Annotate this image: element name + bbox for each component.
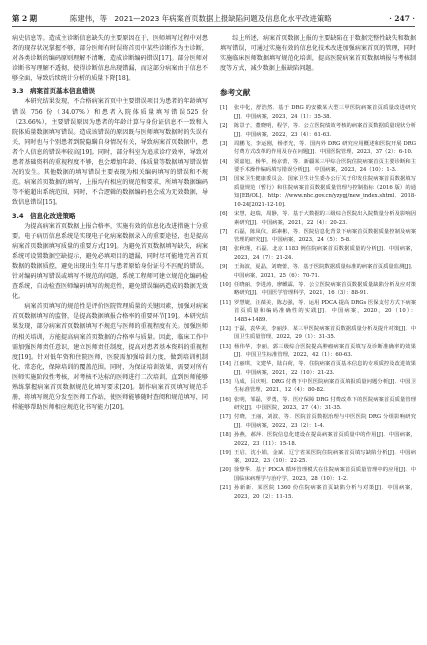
reference-list	[220, 104, 416, 501]
reference-text: 陈景子，董晓明，程学，等．公立医院绩效考核的病案首页数据质量现状分析[J]．中国病案，2022，23（4）：61-63.	[234, 123, 416, 138]
reference-text: 国家卫生健康委员会．国家卫生计生委办公厅关于印发住院病案首页数据填写质量规范（暂行）和住院病案首页数据质量管理与控制指标（2016 版）的通知[EB/OL]．http：//www.nhc.gov.cn/yzygj/new_index.shtml．2018-10-24[2021-12-10].	[234, 176, 416, 208]
reference-item	[220, 466, 416, 483]
reference-number: [10]	[220, 281, 231, 288]
reference-item	[220, 228, 416, 245]
reference-number: [12]	[220, 325, 231, 332]
running-title: 陈建伟，等 2021—2023 年病案首页数据上报缺陷问题及信息化水平改进策略	[70, 14, 332, 23]
page-header	[12, 12, 415, 27]
reference-item	[220, 431, 416, 448]
reference-item	[220, 378, 416, 395]
reference-text: 石磊，陈凤仪，邱素彬，等．医院信息化背景下病案首页数据质量控制及病案管理的研究[J]．中国病案，2023，24（5）：5-8.	[234, 228, 416, 244]
reference-text: 张明，邹磊，罗勇，等．医疗保障 DRG 付费改革下的医院病案首页质量管理研究[J]．中国医院，2023，27（4）：31-35.	[234, 396, 416, 412]
reference-number: [15]	[220, 378, 231, 385]
reference-number: [7]	[220, 228, 228, 235]
reference-number: [13]	[220, 343, 231, 350]
reference-number: [3]	[220, 140, 228, 147]
reference-text: 张中化，舒浩然．基于 DRG 的安徽某大型三甲医院病案首页质量改进研究[J]．中国病案，2023，24（1）：35-38.	[234, 105, 416, 121]
reference-item	[220, 413, 416, 430]
reference-item	[220, 140, 416, 157]
reference-number: [14]	[220, 361, 231, 368]
reference-item	[220, 343, 416, 360]
reference-number: [21]	[220, 485, 231, 491]
section-heading-3-3: 3.3 病案首页基本信息错误	[12, 87, 96, 96]
reference-item	[220, 263, 416, 280]
reference-item	[220, 104, 416, 121]
reference-item	[220, 245, 416, 262]
section-heading-3-4: 3.4 信息化改进策略	[12, 211, 76, 220]
reference-text: 王启，沈小娟，金斌．辽宁省某医院住院病案首页填写缺陷分析[J]．中国病案，2022，23（10）：22-25.	[234, 449, 416, 465]
reference-item	[220, 210, 416, 227]
reference-number: [6]	[220, 211, 228, 218]
reference-text: 罗慧婕，汪葆美，陈志强，等．运用 PDCA 提高 DRGs 医保支付方式下病案首页质量和编码准确性的实践[J]．中国病案，2020，20（10）：1485+1489.	[234, 299, 416, 323]
reference-number: [19]	[220, 449, 231, 456]
body-paragraph: 病史信息等。造成主诊断信息缺失的主要原因在于，医师填写过程中对患者的现存状况掌握不够，部分医师有时误将首页中某些诊断作为主诊断，对各类诊断的编码原则理解不清晰，造成诊断编码错误[17]。部分医师对诊断书写理解不透彻，使得诊断信息出现错漏，而这部分病案由于信息不够全面，导致后续统计分析的质量下降[18]。	[12, 35, 208, 83]
reference-item	[220, 396, 416, 413]
reference-item	[220, 158, 416, 175]
page-number: · 247 ·	[389, 14, 415, 23]
reference-item	[220, 360, 416, 377]
reference-item	[220, 281, 416, 298]
reference-text: 马成，吕庆明．DRG 付费下中医医院病案首页填报质量问题分析[J]．中国卫生标准管理，2021，12（4）：80-82.	[234, 378, 416, 394]
reference-item	[220, 484, 416, 501]
reference-number: [2]	[220, 123, 228, 130]
right-column	[220, 34, 416, 636]
reference-number: [1]	[220, 105, 228, 112]
reference-item	[220, 299, 416, 325]
body-paragraph: 病案首页填写的规范性是评价医院管理质量的关键因素，加强对病案首页数据填写的监督，是提高数据填报合格率的重要环节[19]。本研究结果发现，部分病案首页数据填写不规范与医师的重视程度有关。加强医师的相关培训，方能提高病案首页数据的合格率与质量。因此，临床工作中需加强医师责任意识，建立医师责任制度，提高对患者基本资料的重视程度[19]。针对低年资和住院医师，医院需加强培训力度，做到培训机制化、常态化，保障培训的覆盖范围。同时，为保证培训效果，需要对所有医师实施阶段性考核，对考核不达标的医师进行二次培训，直到医师能够熟练掌握病案首页数据规范化填写要求[20]。制作病案首页填写规范手册，将填写规范分发至医师工作站，使医师能够随时查阅和规范填写，同样能够帮助医师相应规范化书写能力[20]。	[12, 303, 208, 412]
reference-text: 任晓丽，李进涛，廖麒霖，等．公立医院病案首页数据质量缺陷分析及应对策略研究[J]．中国医学管理科学，2021，16（3）：88-91.	[234, 281, 416, 297]
reference-text: 江丽琪，文建华，陆白荷，等．住院病案首页基本信息的专项质控及改进效果[J]．中国病案，2021，22（10）：21-23.	[234, 361, 416, 376]
reference-number: [11]	[220, 299, 231, 306]
reference-text: 张秋瑾，石磊．北京 1183 例住院病案首页数据质量的分析[J]．中国病案，2023，24（7）：21-24.	[234, 246, 416, 262]
reference-text: 于磊，袁华美，李丽莎．某三甲医院病案首页数据质量分析及提升对策[J]．中国卫生质量管理，2022，29（1）：31-35.	[234, 325, 416, 341]
reference-text: 宋慧，赵瑞，周静，等．基于大数据的三级综合医院出入院数量分析及影响因素研究[J]．中国病案，2021，22（4）：20-23.	[234, 211, 416, 226]
reference-number: [20]	[220, 467, 231, 474]
issue-label: 第 2 期	[12, 14, 38, 23]
reference-number: [5]	[220, 176, 228, 183]
reference-item	[220, 122, 416, 139]
reference-number: [16]	[220, 396, 231, 403]
reference-item	[220, 449, 416, 466]
reference-number: [17]	[220, 414, 231, 421]
reference-item	[220, 175, 416, 209]
reference-number: [18]	[220, 431, 231, 438]
body-paragraph: 为提高病案首页数据上报合格率，实施有效的信息化改进措施十分重要。电子病历信息系统是实现电子化病案数据录入的重要途径，也是提高病案首页数据填写质量的重要方式[19]。为避免首页数据填写缺失，病案系统可设置数据空缺提示，避免必填项目的遗漏，同时尽可能地完善首页数据的数据质控，避免出现出生年月与患者原始身份证号不匹配的错误。针对编码填写错误或填写不规范的问题，系统工程师可建立规范化编码检查系统，自动检查医师编码填写的规范性，避免错误编码造成的数据无效化。	[12, 222, 208, 301]
reference-number: [9]	[220, 264, 228, 271]
reference-text: 孙燕，郝萍．医院信息化建设在提高病案首页质量中的作用[J]．中国病案，2022，23（11）：15-18.	[234, 431, 416, 447]
reference-number: [4]	[220, 158, 228, 165]
left-column	[12, 34, 208, 636]
summary-paragraph: 综上所述，病案首页数据上报的主要缺陷在于数据完整性缺失和数据填写错误，可通过实施有效的信息化技术改进加强病案首页的管理，同时实施临床医师数据填写规范化培训，提高医院病案首页数据填报与考核制度等方式，减少数据上报缺陷问题。	[220, 35, 416, 73]
reference-text: 王海波，夏晶，刘晓蕾，等．基于医院数据质量标准的病案首页质量监测[J]．中国病案，2021，25（6）：70-71.	[234, 264, 416, 279]
reference-text: 孙新新．某医院 1360 份住院病案首页缺陷分析与对策[J]．中国病案，2023，20（2）：11-15.	[234, 485, 416, 500]
reference-number: [8]	[220, 246, 228, 253]
reference-item	[220, 325, 416, 342]
reference-text: 杨伟华，李丽，郭三级综合医院提高肿瘤病案首页填写及诊断准确率的效果[J]．中国卫生标准管理，2022，42（1）：60-63.	[234, 343, 416, 359]
reference-text: 徐黎华．基于 PDCA 循环管理模式在住院病案首页质量管理中的应用[J]．中国临床病理学与治疗学，2023，28（10）：1-2.	[234, 467, 416, 482]
reference-text: 付晓，王丽，刘波，等．医院首页数据治理与中医医院 DRG 分组影响研究[J]．中国病案，2022，23（2）：1-4.	[234, 414, 416, 429]
reference-text: 周鹏飞，李运刚，杨孝光，等．国内外 DRG 研究应用概述和医院开展 DRG 付费方式改革的作用及存在问题[J]．中国医院管理，2023，37（2）：6-10.	[234, 140, 416, 156]
references-title: 参考文献	[220, 88, 251, 98]
body-paragraph: 本研究结果发现，不合格病案首页中主要错误项目为患者的年龄填写错误 756 份（34.07%）和患者入院体质量填写错误525 份（23.66%），主要错误原因为患者的年龄计算与身份证信息不一致和入院体质量数据填写错误。造成该错误的原因既与医师填写数据时的失误有关，同时也与个别患者到院隐瞒自身情况有关，导致病案首页数据中，患者个人信息的错误率较高[19]。同时，部分科室为追求诊疗效率，导致对患者基础资料的重视程度不够，也会增加年龄、体质量等数据填写错误情况的发生。其他数据的填写错误主要表现为相关编码填写的错误和不规范。病案首页数据的填写，上报均有相应的规范和要求，所填写数据编码等不能超出系统范围，同时，不合逻辑的数据编码也会成为无效数据，导致信息错误[15]。	[12, 98, 208, 207]
reference-text: 贾嘉旭，杨华，杨京蕾，等．新疆某三甲综合医院住院病案首页主要诊断和主要手术操作编码填写错误分析[J]．中国病案，2023，24（10）：1-3.	[234, 158, 416, 174]
